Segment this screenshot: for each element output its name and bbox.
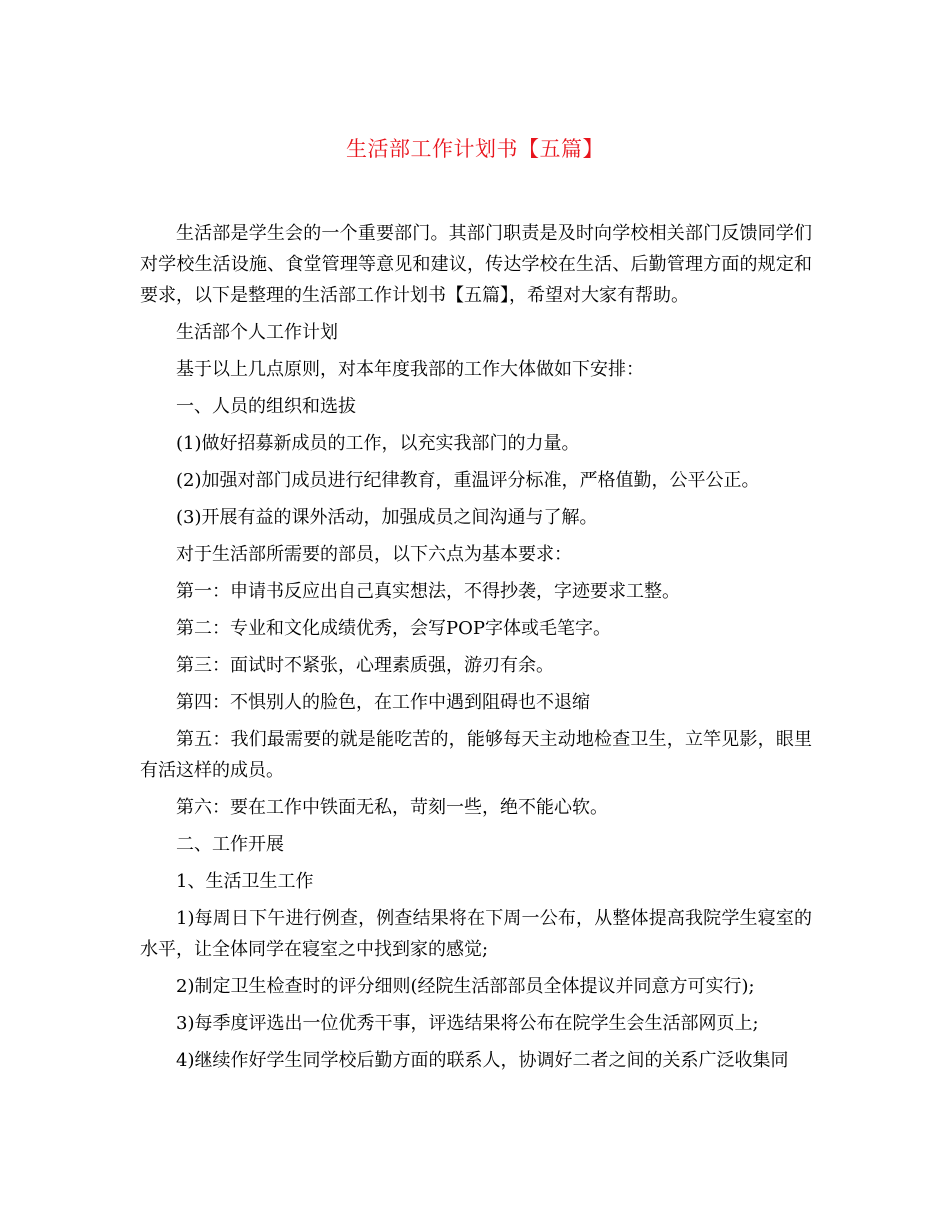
- document-title: 生活部工作计划书【五篇】: [346, 137, 604, 161]
- paragraph: 第二：专业和文化成绩优秀，会写POP字体或毛笔字。: [176, 618, 611, 639]
- paragraph: 基于以上几点原则，对本年度我部的工作大体做如下安排：: [176, 359, 644, 380]
- paragraph: 4)继续作好学生同学校后勤方面的联系人，协调好二者之间的关系广泛收集同: [176, 1050, 789, 1071]
- paragraph: 生活部个人工作计划: [176, 322, 338, 343]
- paragraph: 第三：面试时不紧张，心理素质强，游刃有余。: [176, 655, 554, 676]
- paragraph: 一、人员的组织和选拔: [176, 396, 356, 417]
- paragraph: (2)加强对部门成员进行纪律教育，重温评分标准，严格值勤，公平公正。: [176, 470, 760, 491]
- paragraph: 1、生活卫生工作: [176, 871, 314, 892]
- paragraph: 第五：我们最需要的就是能吃苦的，能够每天主动地检查卫生，立竿见影，眼里有活这样的成员。: [140, 729, 812, 781]
- paragraph: 第四：不惧别人的脸色，在工作中遇到阻碍也不退缩: [176, 692, 590, 713]
- paragraph: 3)每季度评选出一位优秀干事，评选结果将公布在院学生会生活部网页上;: [176, 1013, 759, 1034]
- paragraph: 2)制定卫生检查时的评分细则(经院生活部部员全体提议并同意方可实行);: [176, 976, 755, 997]
- paragraph: 二、工作开展: [176, 834, 284, 855]
- paragraph: 第一：申请书反应出自己真实想法，不得抄袭，字迹要求工整。: [176, 581, 680, 602]
- paragraph: (3)开展有益的课外活动，加强成员之间沟通与了解。: [176, 507, 598, 528]
- document-body: [140, 218, 812, 1082]
- paragraph: 1)每周日下午进行例查，例查结果将在下周一公布，从整体提高我院学生寝室的水平，让全体同学在寝室之中找到家的感觉;: [140, 908, 812, 960]
- paragraph: 生活部是学生会的一个重要部门。其部门职责是及时向学校相关部门反馈同学们对学校生活设施、食堂管理等意见和建议，传达学校在生活、后勤管理方面的规定和要求，以下是整理的生活部工作计划书【五篇】，希望对大家有帮助。: [140, 223, 812, 306]
- paragraph: (1)做好招募新成员的工作，以充实我部门的力量。: [176, 433, 580, 454]
- paragraph: 对于生活部所需要的部员，以下六点为基本要求：: [176, 544, 572, 565]
- paragraph: 第六：要在工作中铁面无私，苛刻一些，绝不能心软。: [176, 797, 608, 818]
